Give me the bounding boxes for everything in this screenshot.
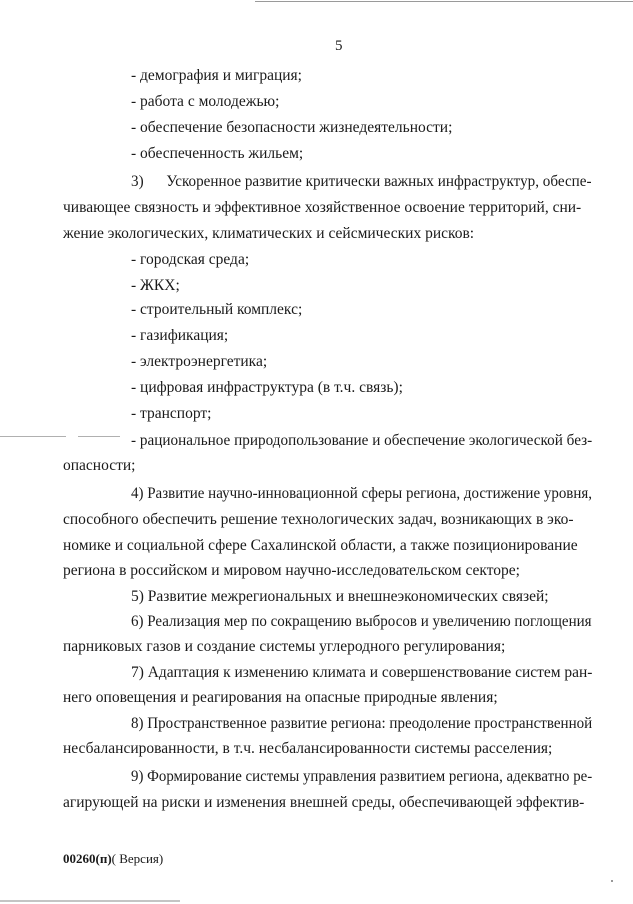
list-item: - обеспечение безопасности жизнедеятельности; xyxy=(131,119,453,136)
list-item: - демография и миграция; xyxy=(131,67,302,84)
page-number: 5 xyxy=(335,38,343,54)
document-version: ( Версия) xyxy=(111,851,164,866)
scan-dot xyxy=(611,880,613,882)
paragraph-line: чивающее связность и эффективное хозяйственное освоение территорий, сни- xyxy=(63,199,582,216)
paragraph-line: несбалансированности, в т.ч. несбалансированности системы расселения; xyxy=(63,740,553,757)
document-footer xyxy=(63,851,163,867)
paragraph-line: 9) Формирование системы управления развитием региона, адекватно ре- xyxy=(131,768,593,785)
scan-line-left xyxy=(0,436,66,437)
list-item: - городская среда; xyxy=(131,251,250,268)
paragraph-line: региона в российском и мировом научно-исследовательском секторе; xyxy=(63,562,520,579)
list-item: - цифровая инфраструктура (в т.ч. связь); xyxy=(131,379,403,396)
scan-line-bottom xyxy=(0,900,180,902)
paragraph-line: опасности; xyxy=(63,457,136,474)
paragraph-line: 4) Развитие научно-инновационной сферы региона, достижение уровня, xyxy=(131,485,593,502)
paragraph-line: 8) Пространственное развитие региона: преодоление пространственной xyxy=(131,715,593,732)
paragraph-line: 6) Реализация мер по сокращению выбросов и увеличению поглощения xyxy=(131,613,592,630)
paragraph-line: номике и социальной сфере Сахалинской области, а также позиционирование xyxy=(63,537,578,554)
paragraph-line: 5) Развитие межрегиональных и внешнеэкономических связей; xyxy=(131,588,549,605)
scan-line-mid xyxy=(78,436,120,437)
paragraph-line: 7) Адаптация к изменению климата и совершенствование систем ран- xyxy=(131,664,593,681)
document-code: 00260(п) xyxy=(63,851,112,866)
paragraph-line: способного обеспечить решение технологических задач, возникающих в эко- xyxy=(63,511,574,528)
list-item: - электроэнергетика; xyxy=(131,353,268,370)
paragraph-line: агирующей на риски и изменения внешней среды, обеспечивающей эффектив- xyxy=(63,794,585,811)
paragraph-line: него оповещения и реагирования на опасные природные явления; xyxy=(63,689,498,706)
list-item: - работа с молодежью; xyxy=(131,93,280,110)
list-item: - ЖКХ; xyxy=(131,277,180,294)
paragraph-line: парниковых газов и создание системы углеродного регулирования; xyxy=(63,638,506,655)
paragraph-line: 3) Ускоренное развитие критически важных инфраструктур, обеспе- xyxy=(131,173,592,190)
list-item: - обеспеченность жильем; xyxy=(131,145,304,162)
scan-line-top xyxy=(255,1,633,2)
paragraph-line: жение экологических, климатических и сейсмических рисков: xyxy=(63,225,475,242)
list-item: - строительный комплекс; xyxy=(131,301,303,318)
list-item: - рациональное природопользование и обеспечение экологической без- xyxy=(131,432,593,449)
list-item: - транспорт; xyxy=(131,405,212,422)
list-item: - газификация; xyxy=(131,327,229,344)
